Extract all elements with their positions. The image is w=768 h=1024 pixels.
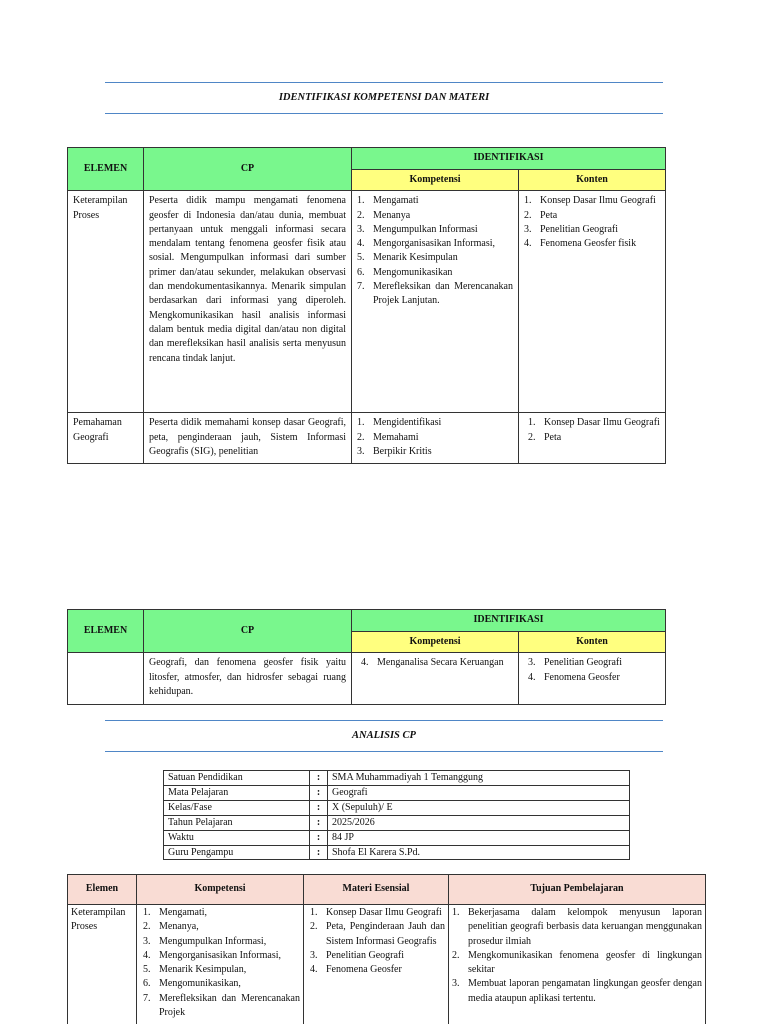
header-elemen: Elemen — [68, 875, 137, 905]
list-item: 5. Menarik Kesimpulan — [357, 252, 458, 264]
analisis-cp-table — [67, 874, 706, 1024]
cp-cell: Peserta didik memahami konsep dasar Geografi, peta, penginderaan jauh, Sistem Informasi Geografis (SIG), penelitian — [144, 413, 352, 464]
tujuan-cell — [449, 905, 706, 1024]
kompetensi-cell — [352, 191, 519, 413]
info-colon: : — [310, 800, 328, 815]
info-label: Tahun Pelajaran — [164, 815, 310, 830]
page-title: IDENTIFIKASI KOMPETENSI DAN MATERI — [278, 92, 490, 103]
cp-cell: Peserta didik mampu mengamati fenomena geosfer di Indonesia dan/atau dunia, membuat pertanyaan untuk menggali informasi secara mendalam tentang fenomena geosfer fisik atau sosial. Mengumpulkan informasi dari sumber primer dan/atau sekunder, melakukan observasi dan mendokumentasikannya. Menarik simpulan berdasarkan dari informasi yang diperoleh. Mengkomunikasikan hasil analisis informasi dalam bentuk media digital dan/atau non digital dan merefleksikan hasil analisis serta menyusun rencana tindak lanjut. — [144, 191, 352, 413]
konten-cell — [519, 413, 666, 464]
identifikasi-table — [67, 147, 666, 464]
list-item: 6. Mengomunikasikan, — [143, 978, 241, 990]
list-item: 2. Mengkomunikasikan fenomena geosfer di lingkungan sekitar — [452, 949, 702, 976]
info-value: X (Sepuluh)/ E — [328, 800, 630, 815]
header-konten: Konten — [519, 632, 666, 653]
info-label: Waktu — [164, 830, 310, 845]
info-row — [164, 830, 630, 845]
list-item: 2. Menanya — [357, 209, 411, 221]
kompetensi-cell — [352, 653, 519, 705]
list-item: 3. Mengumpulkan Informasi, — [143, 935, 267, 947]
info-row — [164, 771, 630, 786]
list-item: 1. Bekerjasama dalam kelompok menyusun laporan penelitian geografi berbasis data keruangan menggunakan prosedur ilmiah — [452, 907, 702, 947]
header-cp: CP — [144, 148, 352, 191]
header-kompetensi: Kompetensi — [137, 875, 304, 905]
header-konten: Konten — [519, 170, 666, 191]
elemen-cell — [68, 653, 144, 705]
info-colon: : — [310, 815, 328, 830]
header-kompetensi: Kompetensi — [352, 632, 519, 653]
list-item: 2. Peta — [524, 209, 558, 221]
info-colon: : — [310, 830, 328, 845]
elemen-cell: Keterampilan Proses — [68, 905, 137, 1024]
info-row — [164, 800, 630, 815]
info-label: Mata Pelajaran — [164, 785, 310, 800]
info-row — [164, 785, 630, 800]
kompetensi-cell — [137, 905, 304, 1024]
list-item: 1. Konsep Dasar Ilmu Geografi — [310, 907, 442, 918]
info-value: 2025/2026 — [328, 815, 630, 830]
elemen-cell: Keterampilan Proses — [68, 191, 144, 413]
header-elemen: ELEMEN — [68, 610, 144, 653]
list-item: 3. Penelitian Geografi — [528, 657, 623, 669]
konten-cell — [519, 653, 666, 705]
info-colon: : — [310, 771, 328, 786]
list-item: 3. Penelitian Geografi — [524, 223, 619, 235]
identifikasi-table-continued — [67, 609, 666, 705]
elemen-cell: Pemahaman Geografi — [68, 413, 144, 464]
list-item: 1. Mengamati — [357, 195, 419, 207]
info-value: Geografi — [328, 785, 630, 800]
info-value: SMA Muhammadiyah 1 Temanggung — [328, 771, 630, 786]
info-table — [163, 770, 630, 860]
list-item: 2. Memahami — [357, 431, 419, 443]
section-title: ANALISIS CP — [352, 730, 416, 741]
list-item: 4. Fenomena Geosfer — [310, 964, 402, 976]
info-value: 84 JP — [328, 830, 630, 845]
info-row — [164, 845, 630, 860]
info-row — [164, 815, 630, 830]
heading-rule-top — [105, 82, 663, 83]
list-item: 7. Merefleksikan dan Merencanakan Projek Lanjutan. — [357, 281, 513, 307]
info-label: Satuan Pendidikan — [164, 771, 310, 786]
list-item: 4. Menganalisa Secara Keruangan — [361, 657, 504, 669]
heading-rule-bottom — [105, 113, 663, 114]
list-item: 4. Fenomena Geosfer — [528, 671, 620, 683]
materi-cell — [304, 905, 449, 1024]
list-item: 2. Peta — [528, 431, 562, 443]
header-elemen: ELEMEN — [68, 148, 144, 191]
konten-cell — [519, 191, 666, 413]
info-colon: : — [310, 785, 328, 800]
list-item: 1. Konsep Dasar Ilmu Geografi — [524, 195, 656, 207]
info-colon: : — [310, 845, 328, 860]
list-item: 3. Mengumpulkan Informasi — [357, 223, 478, 235]
kompetensi-cell — [352, 413, 519, 464]
list-item: 2. Menanya, — [143, 921, 199, 933]
list-item: 7. Merefleksikan dan Merencanakan Projek — [143, 992, 300, 1019]
cp-cell: Geografi, dan fenomena geosfer fisik yaitu litosfer, atmosfer, dan hidrosfer sebagai ruang kehidupan. — [144, 653, 352, 705]
list-item: 4. Mengorganisasikan Informasi, — [143, 949, 282, 961]
list-item: 1. Mengidentifikasi — [357, 417, 442, 429]
list-item: 1. Konsep Dasar Ilmu Geografi — [528, 417, 660, 429]
list-item: 5. Menarik Kesimpulan, — [143, 964, 247, 976]
header-kompetensi: Kompetensi — [352, 170, 519, 191]
list-item: 3. Penelitian Geografi — [310, 949, 405, 961]
list-item: 3. Membuat laporan pengamatan lingkungan geosfer dengan media ataupun aplikasi tertentu. — [452, 978, 702, 1004]
list-item: 4. Mengorganisasikan Informasi, — [357, 238, 496, 250]
header-identifikasi: IDENTIFIKASI — [352, 148, 666, 170]
heading-rule-bottom — [105, 751, 663, 752]
header-tujuan-pembelajaran: Tujuan Pembelajaran — [449, 875, 706, 905]
header-cp: CP — [144, 610, 352, 653]
list-item: 4. Fenomena Geosfer fisik — [524, 238, 637, 250]
list-item: 6. Mengomunikasikan — [357, 266, 453, 278]
header-identifikasi: IDENTIFIKASI — [352, 610, 666, 632]
info-label: Guru Pengampu — [164, 845, 310, 860]
list-item: 2. Peta, Penginderaan Jauh dan Sistem Informasi Geografis — [310, 921, 445, 947]
info-value: Shofa El Karera S.Pd. — [328, 845, 630, 860]
heading-rule-top — [105, 720, 663, 721]
list-item: 3. Berpikir Kritis — [357, 445, 432, 457]
list-item: 1. Mengamati, — [143, 907, 208, 918]
info-label: Kelas/Fase — [164, 800, 310, 815]
header-materi-esensial: Materi Esensial — [304, 875, 449, 905]
